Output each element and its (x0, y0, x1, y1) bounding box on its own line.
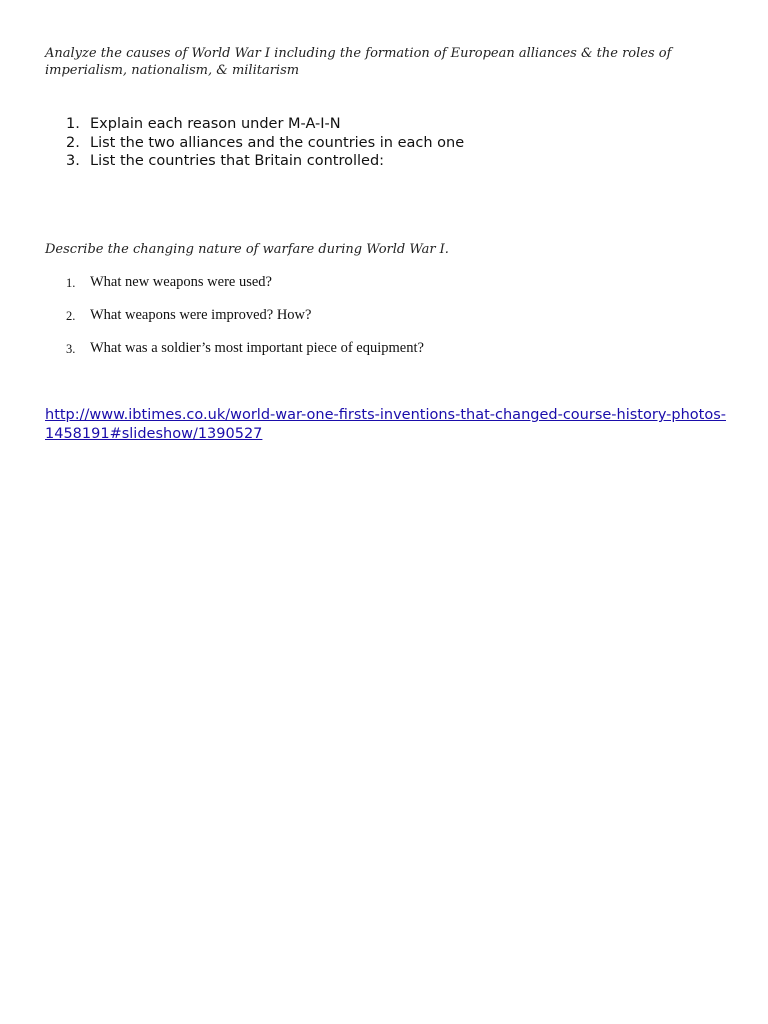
list-number: 2. (66, 134, 80, 151)
list-number: 3. (66, 153, 80, 169)
list-item-text: List the countries that Britain controlled: (90, 153, 385, 169)
list-number: 3. (66, 342, 76, 356)
list-item (66, 152, 464, 171)
list-item-text: List the two alliances and the countries in each one (90, 134, 465, 151)
list-item (66, 115, 464, 134)
list-item (66, 272, 424, 305)
list-item (66, 134, 464, 153)
ibtimes-article-link[interactable]: http://www.ibtimes.co.uk/world-war-one-firsts-inventions-that-changed-course-history-photos-1458191#slideshow/1390527 (45, 407, 726, 442)
objective-warfare-heading: Describe the changing nature of warfare during World War I. (45, 242, 449, 257)
list-number: 1. (66, 276, 76, 290)
list-item-text: What new weapons were used? (90, 274, 272, 290)
list-item-text: Explain each reason under M-A-I-N (90, 116, 341, 132)
warfare-question-list (66, 272, 424, 371)
list-number: 2. (66, 309, 76, 323)
list-item (66, 338, 424, 371)
objective-causes-heading: Analyze the causes of World War I including the formation of European alliances & the roles of imperialism, nationalism, & militarism (45, 46, 672, 78)
causes-question-list (66, 115, 464, 171)
list-item-text: What was a soldier’s most important piece of equipment? (90, 340, 424, 356)
list-item-text: What weapons were improved? How? (90, 307, 312, 323)
list-number: 1. (66, 116, 80, 132)
list-item (66, 305, 424, 338)
